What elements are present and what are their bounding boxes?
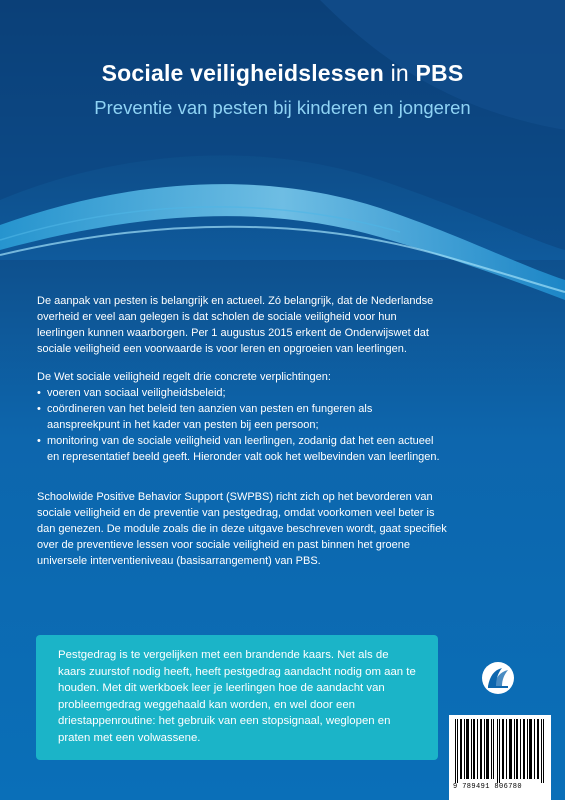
obligation-item: • monitoring van de sociale veiligheid van leerlingen, zodanig dat het een actueel en representatief beeld geeft. Hieronder valt ook het welbevinden van leerlingen. [37,433,447,465]
obligation-item: • coördineren van het beleid ten aanzien van pesten en fungeren als aanspreekpunt in het kader van pesten bij een persoon; [37,401,447,433]
header [0,60,565,119]
obligation-item: • voeren van sociaal veiligheidsbeleid; [37,385,447,401]
book-title [0,60,565,87]
obligations-list [37,385,447,465]
title-connector: in [390,60,409,86]
title-part-2: PBS [415,60,464,86]
swpbs-paragraph: Schoolwide Positive Behavior Support (SWPBS) richt zich op het bevorderen van sociale veiligheid en de preventie van pestgedrag, omdat voorkomen veel beter is dan genezen. De module zoals die in deze uitgave beschreven wordt, gaat specifiek over de preventieve lessen voor sociale veiligheid en past binnen het groene universele interventieniveau (basisarrangement) van PBS. [37,491,447,567]
blurb [37,293,447,581]
intro-paragraph: De aanpak van pesten is belangrijk en actueel. Zó belangrijk, dat de Nederlandse overheid er veel aan gelegen is dat scholen de sociale veiligheid voor hun leerlingen kunnen waarborgen. Per 1 augustus 2015 erkent de Onderwijswet dat sociale veiligheid een voorwaarde is voor leren en opgroeien van leerlingen. [37,295,434,355]
highlight-box [36,635,438,760]
obligations-intro: De Wet sociale veiligheid regelt drie concrete verplichtingen: [37,371,331,383]
title-part-1: Sociale veiligheidslessen [101,60,384,86]
publisher-logo-icon [480,660,516,696]
barcode-bars [455,719,545,783]
highlight-text: Pestgedrag is te vergelijken met een brandende kaars. Net als de kaars zuurstof nodig heeft, heeft pestgedrag aandacht nodig om aan te houden. Met dit werkboek leer je leerlingen hoe de aandacht van probleemgedrag weggehaald kan worden, en wel door een driestappenroutine: het gebruik van een stopsignaal, weglopen en praten met een volwassene. [58,649,416,744]
barcode [449,715,551,800]
isbn-number: 9 789491 806780 [453,783,523,791]
book-subtitle: Preventie van pesten bij kinderen en jongeren [94,97,471,118]
